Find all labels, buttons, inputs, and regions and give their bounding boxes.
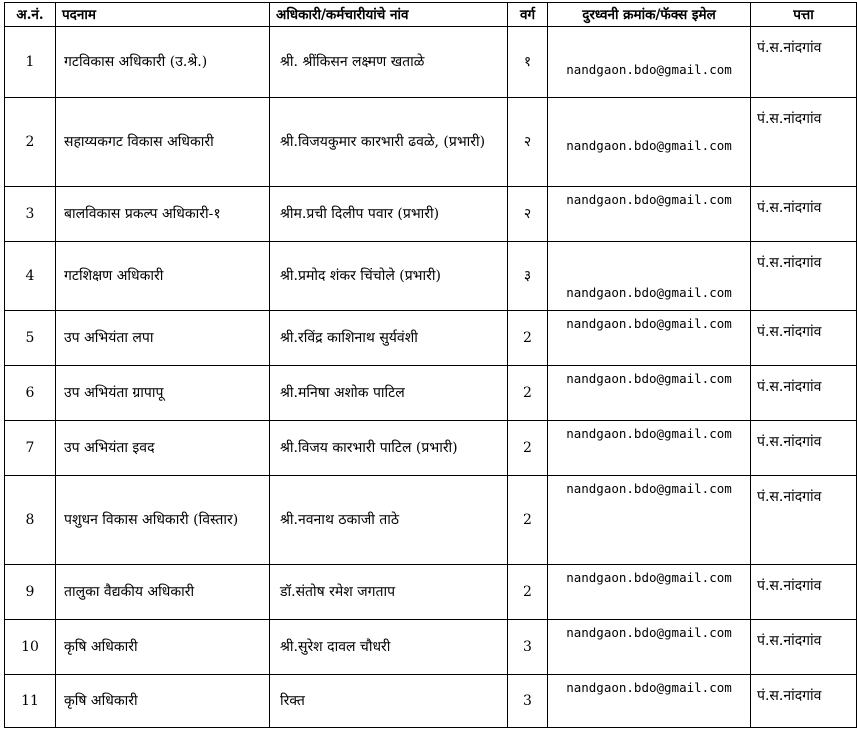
header-address: पत्ता [751, 3, 857, 27]
cell-address: पं.स.नांदगांव [751, 187, 857, 242]
cell-contact [548, 565, 751, 620]
cell-officer-name: श्री.विजय कारभारी पाटिल (प्रभारी) [270, 421, 508, 476]
cell-officer-name: रिक्त [270, 675, 508, 728]
cell-address: पं.स.नांदगांव [751, 620, 857, 675]
cell-grade: 2 [508, 565, 548, 620]
table-row [5, 187, 857, 242]
cell-address: पं.स.नांदगांव [751, 565, 857, 620]
cell-sr: 4 [5, 242, 56, 311]
cell-contact [548, 27, 751, 98]
header-row [5, 3, 857, 27]
email-text: nandgaon.bdo@gmail.com [566, 138, 732, 153]
cell-address: पं.स.नांदगांव [751, 242, 857, 311]
cell-officer-name: डॉ.संतोष रमेश जगताप [270, 565, 508, 620]
cell-address: पं.स.नांदगांव [751, 366, 857, 421]
cell-grade: २ [508, 187, 548, 242]
header-designation: पदनाम [56, 3, 270, 27]
cell-sr: 2 [5, 98, 56, 187]
cell-grade: 3 [508, 620, 548, 675]
cell-officer-name: श्री.प्रमोद शंकर चिंचोले (प्रभारी) [270, 242, 508, 311]
header-contact: दुरध्वनी क्रमांक/फॅक्स इमेल [548, 3, 751, 27]
cell-grade: 3 [508, 675, 548, 728]
cell-designation: कृषि अधिकारी [56, 675, 270, 728]
cell-address: पं.स.नांदगांव [751, 421, 857, 476]
cell-sr: 7 [5, 421, 56, 476]
email-text: nandgaon.bdo@gmail.com [566, 316, 732, 331]
cell-designation: बालविकास प्रकल्प अधिकारी-१ [56, 187, 270, 242]
table-row [5, 421, 857, 476]
cell-sr: 6 [5, 366, 56, 421]
cell-sr: 9 [5, 565, 56, 620]
cell-sr: 8 [5, 476, 56, 565]
email-text: nandgaon.bdo@gmail.com [566, 680, 732, 695]
cell-designation: सहाय्यकगट विकास अधिकारी [56, 98, 270, 187]
email-text: nandgaon.bdo@gmail.com [566, 192, 732, 207]
table-row [5, 620, 857, 675]
header-sr: अ.नं. [5, 3, 56, 27]
email-text: nandgaon.bdo@gmail.com [566, 426, 732, 441]
cell-grade: १ [508, 27, 548, 98]
cell-officer-name: श्री.नवनाथ ठकाजी ताठे [270, 476, 508, 565]
cell-officer-name: श्रीम.प्रची दिलीप पवार (प्रभारी) [270, 187, 508, 242]
cell-designation: गटविकास अधिकारी (उ.श्रे.) [56, 27, 270, 98]
cell-contact [548, 675, 751, 728]
cell-officer-name: श्री.सुरेश दावल चौधरी [270, 620, 508, 675]
header-grade: वर्ग [508, 3, 548, 27]
table-body [5, 27, 857, 728]
cell-contact [548, 187, 751, 242]
email-text: nandgaon.bdo@gmail.com [566, 371, 732, 386]
cell-address: पं.स.नांदगांव [751, 311, 857, 366]
email-text: nandgaon.bdo@gmail.com [566, 285, 732, 300]
cell-contact [548, 620, 751, 675]
cell-designation: उप अभियंता ग्रापापू [56, 366, 270, 421]
cell-designation: उप अभियंता लपा [56, 311, 270, 366]
email-text: nandgaon.bdo@gmail.com [566, 62, 732, 77]
cell-address: पं.स.नांदगांव [751, 27, 857, 98]
cell-contact [548, 366, 751, 421]
table-row [5, 565, 857, 620]
cell-officer-name: श्री.विजयकुमार कारभारी ढवळे, (प्रभारी) [270, 98, 508, 187]
table-row [5, 476, 857, 565]
cell-sr: 10 [5, 620, 56, 675]
cell-grade: 2 [508, 476, 548, 565]
cell-address: पं.स.नांदगांव [751, 675, 857, 728]
table-row [5, 675, 857, 728]
cell-officer-name: श्री.मनिषा अशोक पाटिल [270, 366, 508, 421]
email-text: nandgaon.bdo@gmail.com [566, 570, 732, 585]
cell-grade: २ [508, 98, 548, 187]
cell-grade: 2 [508, 421, 548, 476]
cell-contact [548, 476, 751, 565]
header-name: अधिकारी/कर्मचारीयांचे नांव [270, 3, 508, 27]
cell-designation: गटशिक्षण अधिकारी [56, 242, 270, 311]
cell-designation: पशुधन विकास अधिकारी (विस्तार) [56, 476, 270, 565]
cell-grade: ३ [508, 242, 548, 311]
cell-contact [548, 98, 751, 187]
table-header [5, 3, 857, 27]
cell-officer-name: श्री.रविंद्र काशिनाथ सुर्यवंशी [270, 311, 508, 366]
email-text: nandgaon.bdo@gmail.com [566, 481, 732, 496]
cell-sr: 11 [5, 675, 56, 728]
table-row [5, 311, 857, 366]
cell-contact [548, 311, 751, 366]
cell-sr: 3 [5, 187, 56, 242]
cell-sr: 5 [5, 311, 56, 366]
table-row [5, 366, 857, 421]
table-row [5, 27, 857, 98]
cell-contact [548, 242, 751, 311]
cell-designation: कृषि अधिकारी [56, 620, 270, 675]
cell-grade: 2 [508, 366, 548, 421]
cell-officer-name: श्री. श्रींकिसन लक्ष्मण खताळे [270, 27, 508, 98]
table-row [5, 98, 857, 187]
cell-address: पं.स.नांदगांव [751, 98, 857, 187]
cell-contact [548, 421, 751, 476]
officers-table [4, 2, 857, 728]
cell-address: पं.स.नांदगांव [751, 476, 857, 565]
email-text: nandgaon.bdo@gmail.com [566, 625, 732, 640]
cell-designation: उप अभियंता इवद [56, 421, 270, 476]
cell-grade: 2 [508, 311, 548, 366]
cell-designation: तालुका वैद्यकीय अधिकारी [56, 565, 270, 620]
cell-sr: 1 [5, 27, 56, 98]
table-row [5, 242, 857, 311]
